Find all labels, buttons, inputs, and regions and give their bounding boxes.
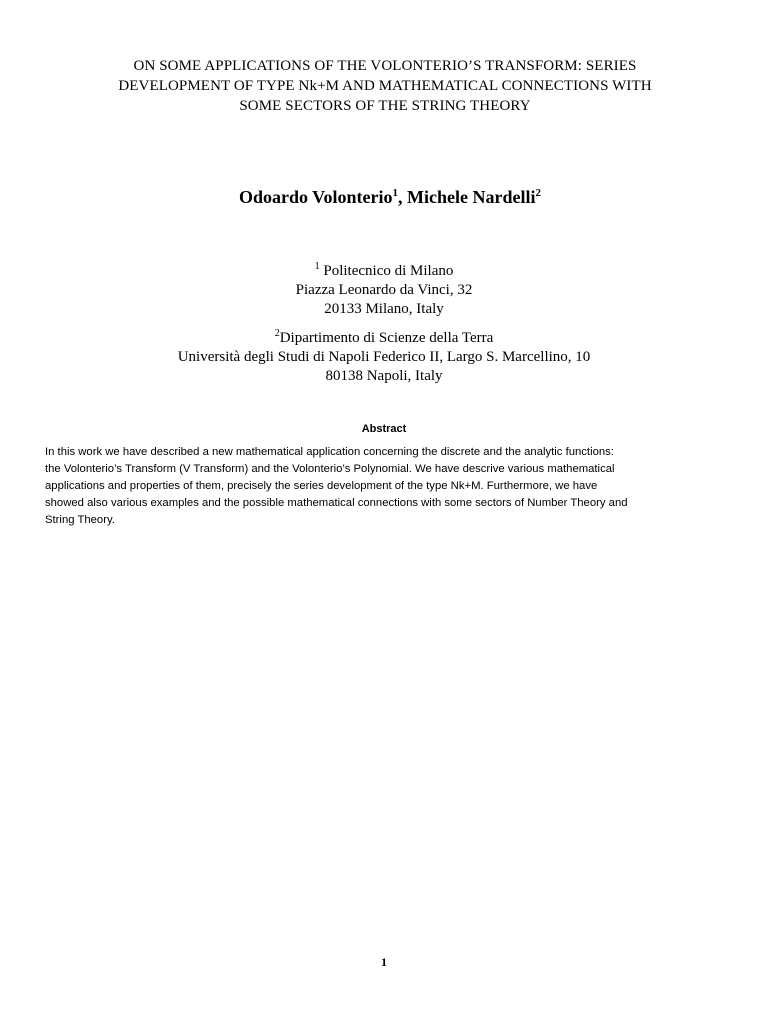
affiliation-institution: Dipartimento di Scienze della Terra: [279, 330, 494, 346]
abstract-line: String Theory.: [45, 514, 115, 526]
title-line: DEVELOPMENT OF TYPE Nk+M AND MATHEMATICAL CONNECTIONS WITH: [118, 78, 652, 94]
affiliation-block: [0, 329, 768, 386]
affiliation-line: 20133 Milano, Italy: [324, 301, 444, 317]
affiliation-line: [0, 329, 768, 348]
title-line: SOME SECTORS OF THE STRING THEORY: [239, 98, 531, 114]
abstract-body: [45, 444, 735, 529]
abstract-line: the Volonterio’s Transform (V Transform) and the Volonterio’s Polynomial. We have descrive various mathematical: [45, 463, 615, 475]
affiliation-marker: 1: [314, 261, 320, 272]
affiliation-line: [0, 262, 768, 281]
abstract-line: In this work we have described a new mathematical application concerning the discrete and the analytic functions:: [45, 446, 614, 458]
affiliation-marker: 1: [392, 187, 399, 199]
affiliation-marker: 2: [535, 187, 541, 199]
abstract-heading: Abstract: [361, 423, 407, 435]
paper-title: [40, 56, 730, 116]
affiliation-line: 80138 Napoli, Italy: [325, 368, 443, 384]
author-name: Michele Nardelli: [407, 187, 536, 207]
title-line: ON SOME APPLICATIONS OF THE VOLONTERIO’S TRANSFORM: SERIES: [133, 58, 637, 74]
abstract-line: showed also various examples and the possible mathematical connections with some sectors of Number Theory and: [45, 497, 628, 509]
affiliation-block: [0, 262, 768, 319]
affiliation-line: Piazza Leonardo da Vinci, 32: [295, 282, 473, 298]
author-separator: ,: [398, 187, 408, 207]
affiliation-line: Università degli Studi di Napoli Federico II, Largo S. Marcellino, 10: [177, 349, 591, 365]
affiliation-institution: Politecnico di Milano: [319, 263, 454, 279]
author-list: [0, 186, 768, 208]
author-name: Odoardo Volonterio: [239, 187, 393, 207]
page-number: 1: [381, 955, 387, 969]
abstract-line: applications and properties of them, precisely the series development of the type Nk+M. Furthermore, we have: [45, 480, 598, 492]
affiliation-marker: 2: [274, 328, 280, 339]
